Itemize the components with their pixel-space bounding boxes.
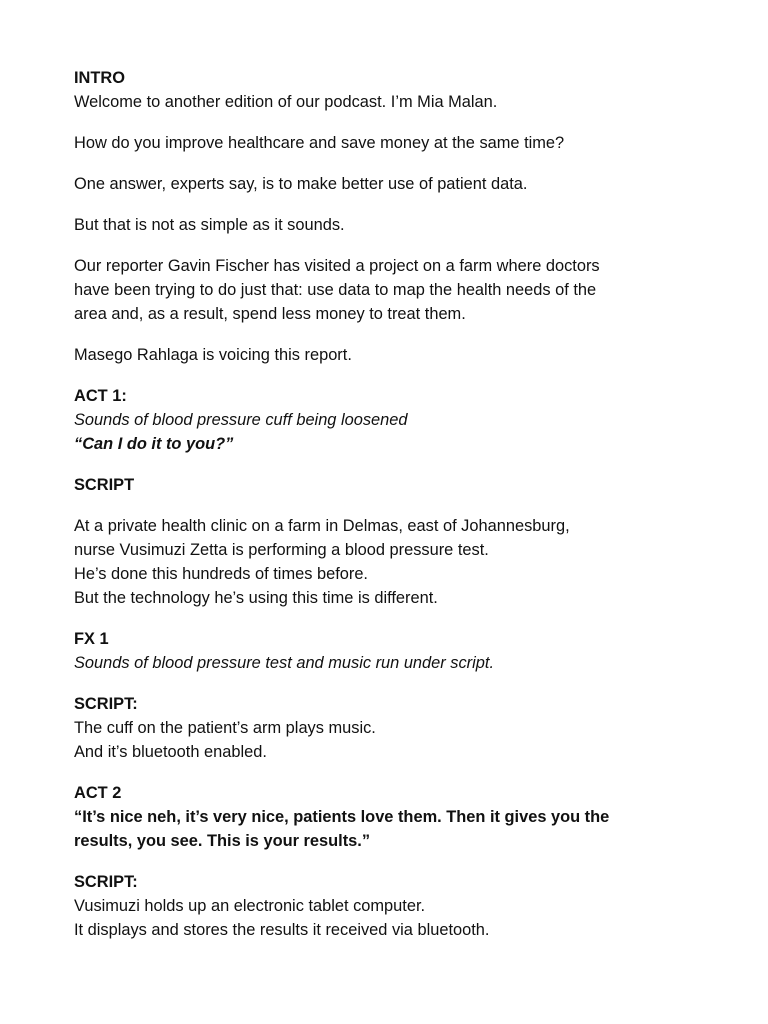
script3-section: [74, 870, 714, 942]
script3-line-2: It displays and stores the results it received via bluetooth.: [74, 921, 490, 939]
fx1-direction: Sounds of blood pressure test and music run under script.: [74, 654, 495, 672]
intro-section: [74, 66, 714, 367]
intro-paragraph-1: Welcome to another edition of our podcast. I’m Mia Malan.: [74, 93, 498, 111]
act1-quote: “Can I do it to you?”: [74, 435, 234, 453]
intro-paragraph-5-line-1: Our reporter Gavin Fischer has visited a project on a farm where doctors: [74, 257, 600, 275]
act1-heading: ACT 1:: [74, 387, 127, 405]
intro-paragraph-3: One answer, experts say, is to make better use of patient data.: [74, 175, 528, 193]
intro-paragraph-2: How do you improve healthcare and save money at the same time?: [74, 134, 565, 152]
script1-section: [74, 473, 714, 610]
act2-section: [74, 781, 714, 853]
intro-paragraph-4: But that is not as simple as it sounds.: [74, 216, 345, 234]
script1-heading: SCRIPT: [74, 476, 135, 494]
script1-line-2: nurse Vusimuzi Zetta is performing a blood pressure test.: [74, 541, 489, 559]
document-page: [74, 66, 714, 942]
script1-line-4: But the technology he’s using this time is different.: [74, 589, 438, 607]
script2-line-2: And it’s bluetooth enabled.: [74, 743, 267, 761]
intro-paragraph-6: Masego Rahlaga is voicing this report.: [74, 346, 352, 364]
script2-section: [74, 692, 714, 764]
script1-line-3: He’s done this hundreds of times before.: [74, 565, 368, 583]
script3-heading: SCRIPT:: [74, 873, 138, 891]
fx1-section: [74, 627, 714, 675]
script2-line-1: The cuff on the patient’s arm plays music.: [74, 719, 376, 737]
act2-heading: ACT 2: [74, 784, 122, 802]
fx1-heading: FX 1: [74, 630, 109, 648]
script3-line-1: Vusimuzi holds up an electronic tablet computer.: [74, 897, 426, 915]
script2-heading: SCRIPT:: [74, 695, 138, 713]
intro-heading: INTRO: [74, 69, 125, 87]
script1-line-1: At a private health clinic on a farm in Delmas, east of Johannesburg,: [74, 517, 570, 535]
act1-section: [74, 384, 714, 456]
act2-quote-line-2: results, you see. This is your results.”: [74, 832, 371, 850]
act1-direction: Sounds of blood pressure cuff being loosened: [74, 411, 408, 429]
act2-quote-line-1: “It’s nice neh, it’s very nice, patients love them. Then it gives you the: [74, 808, 610, 826]
intro-paragraph-5-line-2: have been trying to do just that: use data to map the health needs of the: [74, 281, 597, 299]
intro-paragraph-5-line-3: area and, as a result, spend less money to treat them.: [74, 305, 466, 323]
